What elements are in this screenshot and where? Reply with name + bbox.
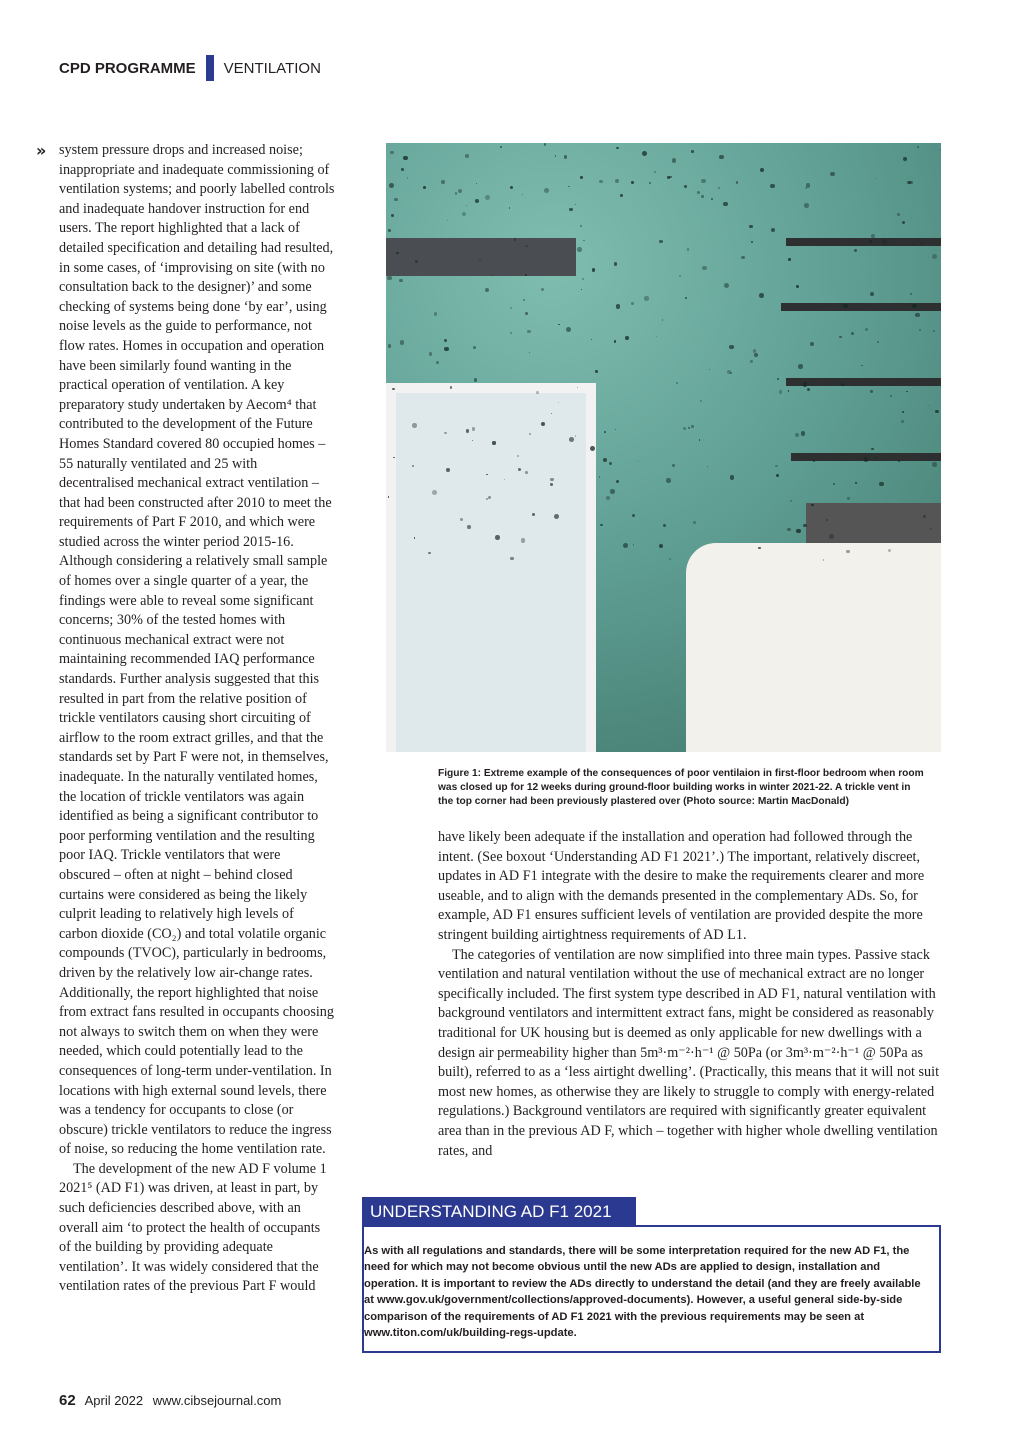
mould-spot (389, 183, 394, 188)
mould-spot (729, 345, 734, 350)
mould-spot (614, 340, 617, 343)
mould-spot (486, 498, 488, 500)
mould-spot (723, 202, 728, 207)
mould-spot (669, 558, 671, 560)
shelf (786, 238, 941, 246)
mould-spot (458, 189, 463, 194)
mould-spot (659, 544, 663, 548)
mould-spot (393, 457, 395, 459)
footer (59, 1392, 281, 1409)
mould-spot (616, 304, 620, 308)
mould-spot (488, 496, 491, 499)
mould-spot (521, 538, 525, 542)
mould-spot (910, 293, 912, 295)
mould-spot (759, 293, 764, 298)
mould-spot (466, 205, 467, 206)
mould-spot (662, 319, 663, 320)
mould-spot (407, 177, 409, 179)
mould-spot (575, 204, 576, 205)
mould-spot (390, 151, 394, 155)
mould-spot (582, 278, 584, 280)
issue-date: April 2022 (84, 1393, 144, 1408)
mould-spot (649, 182, 651, 184)
mould-spot (804, 203, 809, 208)
mould-spot (897, 213, 900, 216)
window (386, 383, 596, 752)
mould-spot (615, 429, 616, 430)
mould-spot (870, 390, 873, 393)
mould-spot (541, 288, 544, 291)
mould-spot (699, 439, 700, 440)
mould-spot (871, 448, 874, 451)
mould-spot (436, 361, 439, 364)
mould-spot (875, 457, 877, 459)
mould-spot (434, 312, 437, 315)
website-link[interactable]: www.cibsejournal.com (152, 1393, 282, 1408)
mould-spot (935, 410, 938, 413)
mould-spot (882, 239, 887, 244)
window-blind (386, 238, 576, 276)
mould-spot (687, 248, 690, 251)
mould-spot (633, 544, 634, 545)
mould-spot (933, 330, 935, 332)
mould-spot (447, 220, 448, 221)
mould-spot (642, 151, 647, 156)
mould-spot (580, 176, 582, 178)
mould-spot (615, 179, 619, 183)
mould-spot (510, 332, 512, 334)
boxout (362, 1225, 941, 1353)
mould-spot (724, 283, 729, 288)
mould-spot (719, 155, 723, 159)
section-label: CPD PROGRAMME (59, 59, 196, 77)
mould-spot (595, 370, 598, 373)
mould-spot (412, 423, 417, 428)
mould-spot (568, 186, 569, 187)
mould-spot (666, 478, 670, 482)
mould-spot (475, 199, 479, 203)
mould-spot (932, 462, 936, 466)
mould-spot (870, 292, 874, 296)
mould-spot (736, 181, 738, 183)
mould-spot (861, 365, 863, 367)
mould-spot (770, 184, 774, 188)
boxout-body: As with all regulations and standards, there will be some interpretation required for the new AD F1, the need for which may not become obvious until the new ADs are applied to design, installation and operation. It is important to review the ADs directly to understand the detail (and they are freely available at www.gov.uk/government/collections/approved-documents). However, a useful general side-by-side comparison of the requirements of AD F1 2021 with the previous requirements may be seen at www.titon.com/uk/building-regs-update. (364, 1245, 921, 1340)
mould-spot (473, 346, 476, 349)
mould-spot (474, 378, 478, 382)
mould-spot (659, 240, 663, 244)
mould-spot (591, 339, 592, 340)
mould-spot (603, 458, 607, 462)
body-paragraph: system pressure drops and increased noise; inappropriate and inadequate commissioning of ventilation systems; and poorly labelled controls and inadequate handover instruction for end users. The report highlighted that a lack of detailed specification and detailing had resulted, in some cases, of ‘improvising on site (with no consultation back to the designer)’ and some checking of systems being done ‘by ear’, using noise levels as the guide to performance, not flow rates. Homes in occupation and operation have been similarly found wanting in the practical operation of ventilation. A key preparatory study undertaken by Aecom⁴ that contributed to the development of the Future Homes Standard covered 80 occupied homes – 55 naturally ventilated and 25 with decentralised mechanical extract ventilation – that had been constructed after 2010 to meet the requirements of Part F 2010, and which were studied across the winter period 2015-16. Although considering a relatively small sample of homes over a single quarter of a year, the findings were able to reveal some significant concerns; 30% of the tested homes with continuous mechanical extract were not maintaining recommended IAQ performance standards. Further analysis suggested that this resulted in part from the relative position of trickle ventilators causing short circuiting of airflow to the room extract grilles, and that the standards set by Part F were not, in themselves, inadequate. In the naturally ventilated homes, the location of trickle ventilators was again identified as being a significant contributor to poor performing ventilation and the resulting poor IAQ. Trickle ventilators that were obscured – often at night – behind closed curtains were considered as being the likely culprit leading to relatively high levels of carbon dioxide (CO₂) and total volatile organic compounds (TVOC), particularly in bedrooms, driven by the relatively low air-change rates. Additionally, the report highlighted that noise from extract fans resulted in occupants choosing not always to switch them on when they were needed, which could potentially lead to the consequences of long-term under-ventilation. In locations with high external sound levels, there was a tendency for occupants to close (or obscure) trickle ventilators to reduce the ingress of noise, so reducing the home ventilation rate. (59, 142, 335, 1158)
shelf (781, 303, 941, 311)
mould-spot (532, 513, 535, 516)
mould-spot (711, 198, 713, 200)
mould-spot (509, 207, 510, 208)
mould-spot (672, 464, 675, 467)
mould-spot (394, 198, 398, 202)
mould-spot (444, 432, 446, 434)
mould-spot (387, 276, 392, 281)
mould-spot (830, 172, 835, 177)
mould-spot (929, 405, 930, 406)
mould-spot (623, 543, 628, 548)
mould-spot (691, 150, 694, 153)
mould-spot (577, 247, 582, 252)
mould-spot (839, 336, 841, 338)
mould-spot (888, 549, 891, 552)
mould-spot (604, 431, 606, 433)
left-column (59, 141, 335, 1297)
mould-spot (879, 482, 883, 486)
figure-photo-mouldy-bedroom (386, 143, 941, 752)
figure-caption: Figure 1: Extreme example of the consequences of poor ventilaion in first-floor bedroom when room was closed up for 12 weeks during ground-floor building works in winter 2021-22. A trickle vent in the top corner had been previously plastered over (Photo source: Martin MacDonald) (438, 768, 924, 807)
mould-spot (609, 462, 612, 465)
mould-spot (803, 382, 807, 386)
mould-spot (544, 188, 549, 193)
mould-spot (779, 390, 782, 393)
mould-spot (847, 497, 850, 500)
mould-spot (625, 336, 628, 339)
mould-spot (688, 427, 690, 429)
topic-label: VENTILATION (223, 59, 321, 77)
mould-spot (932, 254, 937, 259)
mould-spot (581, 289, 582, 290)
mould-spot (631, 302, 634, 305)
mould-spot (566, 327, 571, 332)
mould-spot (871, 234, 875, 238)
mould-spot (600, 524, 602, 526)
mould-spot (492, 441, 495, 444)
mould-spot (577, 387, 578, 388)
mould-spot (787, 528, 791, 532)
mould-spot (558, 402, 559, 403)
mould-spot (606, 496, 610, 500)
mould-spot (875, 178, 876, 179)
mould-spot (632, 514, 635, 517)
mould-spot (851, 332, 854, 335)
mould-spot (614, 262, 617, 265)
mould-spot (890, 395, 892, 397)
mould-spot (684, 185, 688, 189)
mould-spot (912, 304, 917, 309)
mould-spot (679, 275, 681, 277)
mould-spot (620, 194, 623, 197)
mould-spot (522, 194, 523, 195)
mould-spot (444, 347, 449, 352)
mould-spot (776, 474, 779, 477)
mould-spot (472, 440, 473, 441)
mould-spot (864, 457, 869, 462)
mould-spot (555, 155, 557, 157)
mould-spot (813, 460, 815, 462)
running-header (59, 55, 321, 81)
mould-spot (669, 176, 671, 178)
mould-spot (444, 339, 447, 342)
mould-spot (901, 420, 904, 423)
mould-spot (466, 429, 469, 432)
mould-spot (741, 256, 745, 260)
mould-spot (701, 195, 704, 198)
mould-spot (923, 515, 926, 518)
bed (686, 543, 941, 752)
mould-spot (775, 465, 778, 468)
mould-spot (541, 422, 545, 426)
mould-spot (401, 168, 403, 170)
mould-spot (638, 461, 639, 462)
mould-spot (693, 521, 696, 524)
mould-spot (707, 466, 708, 467)
mould-spot (701, 179, 706, 184)
mould-spot (833, 483, 835, 485)
mould-spot (798, 364, 802, 368)
mould-spot (644, 296, 649, 301)
mould-spot (472, 427, 476, 431)
mould-spot (631, 181, 634, 184)
mould-spot (396, 252, 398, 254)
mould-spot (788, 258, 791, 261)
continued-chevron-icon: » (36, 141, 47, 160)
mould-spot (455, 192, 457, 194)
mould-spot (803, 524, 806, 527)
mould-spot (672, 158, 677, 163)
mould-spot (903, 157, 907, 161)
mould-spot (441, 180, 444, 183)
mould-spot (795, 433, 799, 437)
mould-spot (676, 382, 678, 384)
mould-spot (902, 411, 904, 413)
mould-spot (536, 391, 539, 394)
mould-spot (801, 431, 805, 435)
mould-spot (855, 482, 856, 483)
mould-spot (599, 180, 602, 183)
shelf (786, 378, 941, 386)
mould-spot (525, 274, 528, 277)
mould-spot (730, 475, 735, 480)
mould-spot (877, 341, 879, 343)
mould-spot (760, 168, 764, 172)
mould-spot (510, 186, 513, 189)
mould-spot (564, 155, 568, 159)
mould-spot (400, 340, 404, 344)
mould-spot (826, 519, 828, 521)
mould-spot (754, 353, 758, 357)
mould-spot (805, 187, 807, 189)
mould-spot (917, 146, 919, 148)
mould-spot (569, 208, 572, 211)
mould-spot (495, 535, 500, 540)
mould-spot (527, 330, 530, 333)
mould-spot (510, 307, 513, 310)
mould-spot (429, 352, 433, 356)
mould-spot (500, 146, 502, 148)
mould-spot (590, 446, 595, 451)
header-divider (206, 55, 214, 81)
mould-spot (423, 186, 426, 189)
mould-spot (465, 154, 468, 157)
mould-spot (446, 468, 450, 472)
mould-spot (796, 285, 799, 288)
mould-spot (476, 183, 477, 184)
mould-spot (610, 489, 615, 494)
mould-spot (580, 225, 582, 227)
mould-spot (485, 195, 490, 200)
mould-spot (823, 559, 824, 560)
mould-spot (750, 360, 753, 363)
mould-spot (685, 297, 688, 300)
mould-spot (599, 476, 601, 478)
mould-spot (940, 149, 941, 151)
mould-spot (525, 312, 528, 315)
mould-spot (758, 547, 761, 550)
body-paragraph: The categories of ventilation are now simplified into three main types. Passive stack ventilation and natural ventilation without the use of mechanical extract are no longer specifically included. The first system type described in AD F1, natural ventilation with background ventilators and intermittent extract fans, might be considered as reasonably traditional for UK housing but is deemed as only applicable for new dwellings with a design air permeability higher than 5m³·m⁻²·h⁻¹ @ 50Pa (or 3m³·m⁻²·h⁻¹ @ 50Pa as built), referred to as a ‘less airtight dwelling’. (Practically, this means that it will not suit most new homes, as otherwise they are likely to struggle to comply with energy-related regulations.) Background ventilators are required with significantly greater equivalent area than in the previous AD F, which – together with higher whole dwelling ventilation rates, and (438, 946, 940, 1159)
mould-spot (663, 524, 667, 528)
body-paragraph: have likely been adequate if the installation and operation had followed through the intent. (See boxout ‘Understanding AD F1 2021’.) The important, relatively discreet, updates in AD F1 integrate with the desire to make the requirements clearer and more useable, and to align with the demands presented in the complementary ADs. So, for example, AD F1 ensures sufficient levels of ventilation are provided despite the more stringent building airtightness requirements of AD L1. (438, 829, 925, 943)
mould-spot (810, 342, 814, 346)
mould-spot (691, 425, 694, 428)
mould-spot (702, 266, 706, 270)
mould-spot (592, 268, 596, 272)
mould-spot (730, 372, 732, 374)
mould-spot (428, 552, 431, 555)
mould-spot (558, 324, 559, 325)
mould-spot (749, 225, 753, 229)
mould-spot (654, 171, 656, 173)
mould-spot (906, 391, 908, 393)
mould-spot (865, 328, 868, 331)
mould-spot (656, 336, 657, 337)
mould-spot (700, 400, 702, 402)
mould-spot (523, 299, 525, 301)
mould-spot (403, 156, 407, 160)
mould-spot (432, 490, 437, 495)
mould-spot (388, 229, 392, 233)
boxout-title: UNDERSTANDING AD F1 2021 (362, 1197, 636, 1225)
mould-spot (829, 534, 834, 539)
mould-spot (907, 181, 911, 185)
mould-spot (718, 187, 720, 189)
mould-spot (697, 191, 700, 194)
mould-spot (616, 480, 619, 483)
mould-spot (811, 504, 813, 506)
right-column (438, 828, 940, 1161)
mould-spot (525, 245, 527, 247)
page-number: 62 (59, 1392, 76, 1409)
mould-spot (709, 369, 711, 371)
mould-spot (388, 344, 392, 348)
mould-spot (919, 329, 921, 331)
mould-spot (529, 352, 530, 353)
mould-spot (843, 304, 847, 308)
mould-spot (544, 143, 547, 146)
mould-spot (391, 214, 394, 217)
body-paragraph: The development of the new AD F volume 1 2021⁵ (AD F1) was driven, at least in part, by such deficiencies described above, with an overall aim ‘to protect the health of occupants of the building by providing adequate ventilation’. It was widely considered that the ventilation rates of the previous Part F would (59, 1160, 327, 1295)
mould-spot (569, 437, 574, 442)
mould-spot (790, 500, 792, 502)
mould-spot (399, 279, 402, 282)
mould-spot (616, 147, 619, 150)
mould-spot (777, 378, 779, 380)
mould-spot (771, 228, 775, 232)
mould-spot (554, 514, 559, 519)
mould-spot (915, 313, 919, 317)
mould-spot (751, 241, 753, 243)
mould-spot (462, 212, 466, 216)
mould-spot (683, 427, 686, 430)
mould-spot (788, 390, 790, 392)
mould-spot (575, 435, 576, 436)
mould-spot (510, 557, 514, 561)
mould-spot (485, 288, 489, 292)
mould-spot (796, 529, 800, 533)
mould-spot (529, 433, 531, 435)
mould-spot (854, 249, 857, 252)
mould-spot (583, 240, 584, 241)
mould-spot (807, 388, 810, 391)
mould-spot (467, 525, 471, 529)
mould-spot (902, 221, 906, 225)
